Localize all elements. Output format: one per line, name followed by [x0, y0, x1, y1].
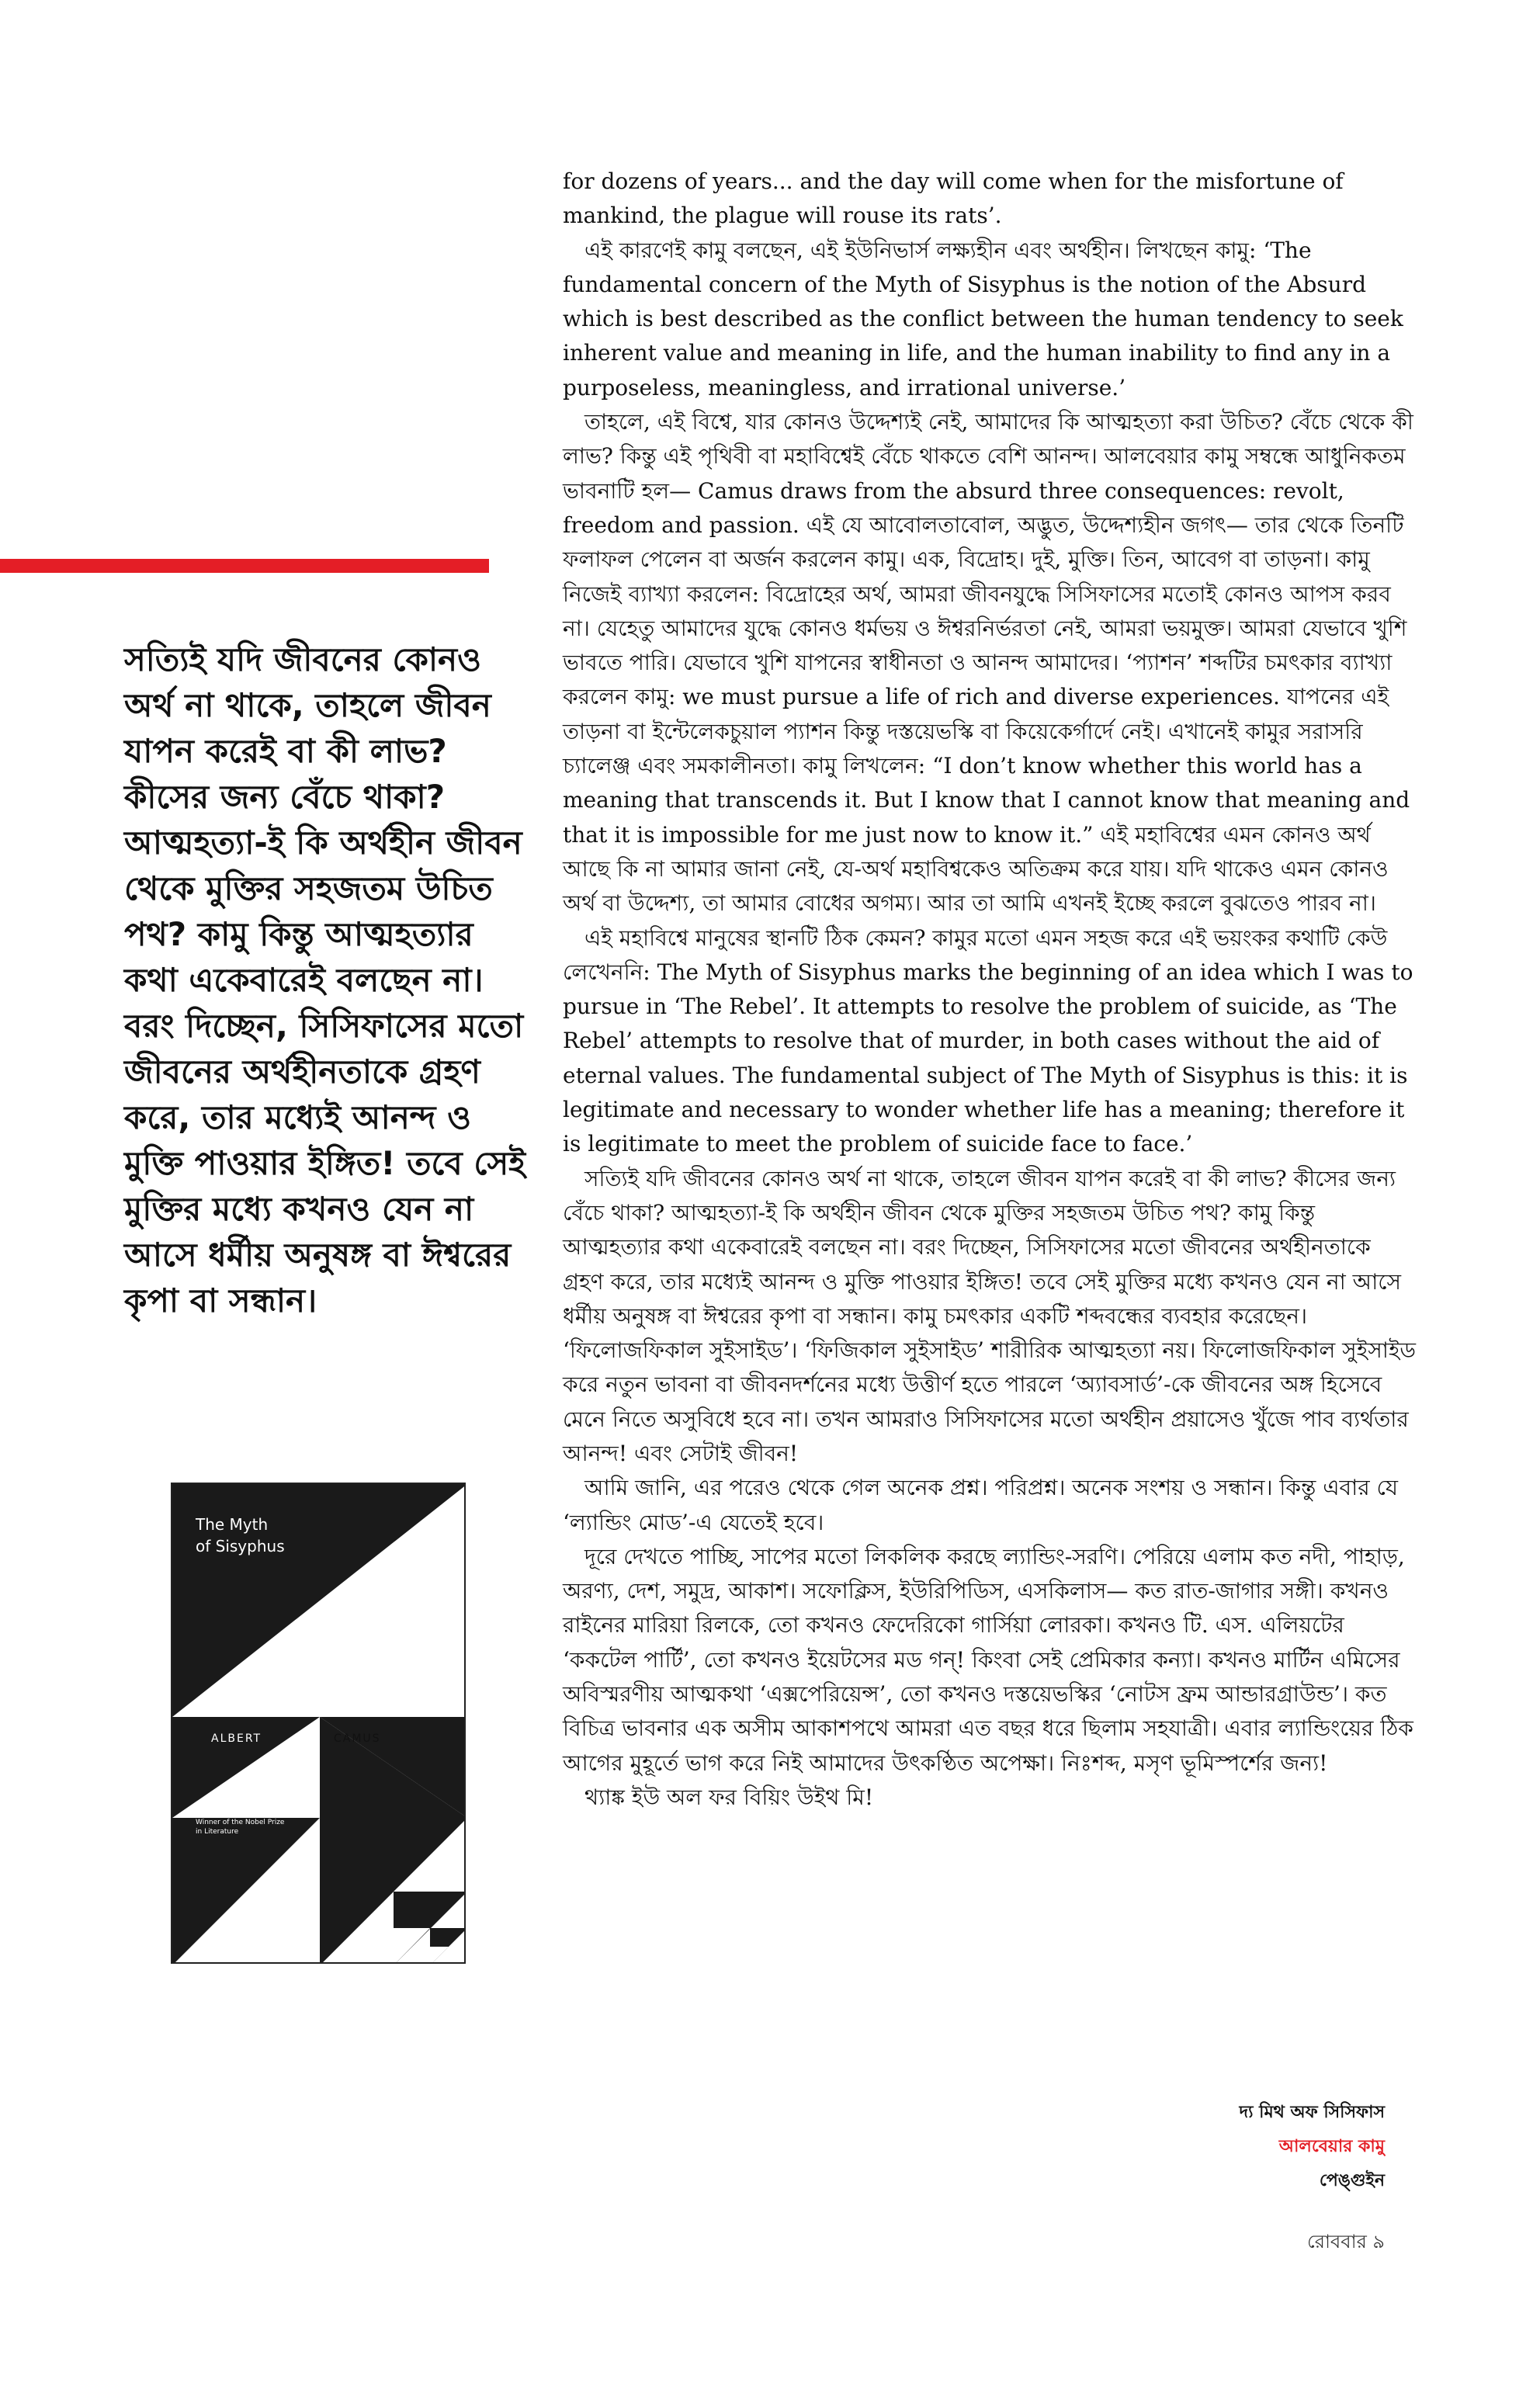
cover-title: The Myth of Sisyphus [196, 1515, 285, 1555]
body-paragraph: থ্যাঙ্ক ইউ অল ফর বিয়িং উইথ মি! [584, 1784, 874, 1810]
book-cover-image [171, 1483, 466, 1964]
body-paragraph: তাহলে, এই বিশ্বে, যার কোনও উদ্দেশ্যই নেই, আমাদের কি আত্মহত্যা করা উচিত? বেঁচে থেকে কী লাভ? কিন্তু এই পৃথিবী বা মহাবিশ্বেই বেঁচে থাকতে বেশি আনন্দ। আলবেয়ার কামু সম্বন্ধে আধুনিকতম ভাবনাটি হল— Camus draws from the absurd three consequences: revolt, freedom and passion. এই যে আবোলতাবোল, অদ্ভুত, উদ্দেশ্যহীন জগৎ— তার থেকে তিনটি ফলাফল পেলেন বা অর্জন করলেন কামু। এক, বিদ্রোহ। দুই, মুক্তি। তিন, আবেগ বা তাড়না। কামু নিজেই ব্যাখ্যা করলেন: বিদ্রোহের অর্থ, আমরা জীবনযুদ্ধে সিসিফাসের মতোই কোনও আপস করব না। যেহেতু আমাদের যুদ্ধে কোনও ধর্মভয় ও ঈশ্বরনির্ভরতা নেই, আমরা ভয়মুক্ত। আমরা যেভাবে খুশি ভাবতে পারি। যেভাবে খুশি যাপনের স্বাধীনতা ও আনন্দ আমাদের। ‘প্যাশন’ শব্দটির চমৎকার ব্যাখ্যা করলেন কামু: we must pursue a life of rich and diverse experiences. যাপনের এই তাড়না বা ইন্টেলেকচুয়াল প্যাশন কিন্তু দস্তয়েভস্কি বা কিয়েকের্গার্দে নেই। এখানেই কামুর সরাসরি চ্যালেঞ্জ এবং সমকালীনতা। কামু লিখলেন: “I don’t know whether this world has a meaning that transcends it. But I know that I cannot know that meaning and that it is impossible for me just now to know it.” এই মহাবিশ্বের এমন কোনও অর্থ আছে কি না আমার জানা নেই, যে-অর্থ মহাবিশ্বকেও অতিক্রম করে যায়। যদি থাকেও এমন কোনও অর্থ বা উদ্দেশ্য, তা আমার বোধের অগম্য। আর তা আমি এখনই ইচ্ছে করলে বুঝতেও পারব না। [563, 409, 1413, 917]
pull-quote: সত্যিই যদি জীবনের কোনও অর্থ না থাকে, তাহলে জীবন যাপন করেই বা কী লাভ? কীসের জন্য বেঁচে থাকা? আত্মহত্যা-ই কি অর্থহীন জীবন থেকে মুক্তির সহজতম উচিত পথ? কামু কিন্তু আত্মহত্যার কথা একেবারেই বলছেন না। বরং দিচ্ছেন, সিসিফাসের মতো জীবনের অর্থহীনতাকে গ্রহণ করে, তার মধ্যেই আনন্দ ও মুক্তি পাওয়ার ইঙ্গিত! তবে সেই মুক্তির মধ্যে কখনও যেন না আসে ধর্মীয় অনুষঙ্গ বা ঈশ্বরের কৃপা বা সন্ধান। [124, 640, 526, 1320]
body-paragraph: এই কারণেই কামু বলছেন, এই ইউনিভার্স লক্ষ্যহীন এবং অর্থহীন। লিখছেন কামু: ‘The fundamental concern of the Myth of Sisyphus is the notion of the Absurd which is best described as the conflict between the human tendency to seek inherent value and meaning in life, and the human inability to find any in a purposeless, meaningless, and irrational universe.’ [563, 237, 1403, 401]
page-folio: রোববার ৯ [1307, 2231, 1385, 2253]
cover-author-first-name: ALBERT [211, 1732, 262, 1745]
body-paragraph: দূরে দেখতে পাচ্ছি, সাপের মতো লিকলিক করছে ল্যান্ডিং-সরণি। পেরিয়ে এলাম কত নদী, পাহাড়, অরণ্য, দেশ, সমুদ্র, আকাশ। সফোক্লিস, ইউরিপিডিস, এসকিলাস— কত রাত-জাগার সঙ্গী। কখনও রাইনের মারিয়া রিলকে, তো কখনও ফেদেরিকো গার্সিয়া লোরকা। কখনও টি. এস. এলিয়টের ‘ককটেল পার্টি’, তো কখনও ইয়েটসের মড গন্! কিংবা সেই প্রেমিকার কন্যা। কখনও মার্টিন এমিসের অবিস্মরণীয় আত্মকথা ‘এক্সপেরিয়েন্স’, তো কখনও দস্তয়েভস্কির ‘নোটস ফ্রম আন্ডারগ্রাউন্ড’। কত বিচিত্র ভাবনার এক অসীম আকাশপথে আমরা এত বছর ধরে ছিলাম সহযাত্রী। এবার ল্যান্ডিংয়ের ঠিক আগের মুহূর্তে ভাগ করে নিই আমাদের উৎকণ্ঠিত অপেক্ষা। নিঃশব্দ, মসৃণ ভূমিস্পর্শের জন্য! [563, 1543, 1413, 1776]
credit-author: আলবেয়ার কামু [1278, 2137, 1385, 2156]
body-paragraph: for dozens of years... and the day will come when for the misfortune of mankind, the plague will rouse its rats’. [563, 168, 1344, 229]
cover-tagline: Winner of the Nobel Prize in Literature [196, 1819, 285, 1836]
body-paragraph: এই মহাবিশ্বে মানুষের স্থানটি ঠিক কেমন? কামুর মতো এমন সহজ করে এই ভয়ংকর কথাটি কেউ লেখেননি: The Myth of Sisyphus marks the beginning of an idea which I was to pursue in ‘The Rebel’. It attempts to resolve the problem of suicide, as ‘The Rebel’ attempts to resolve that of murder, in both cases without the aid of eternal values. The fundamental subject of The Myth of Sisyphus is this: it is legitimate and necessary to wonder whether life has a meaning; therefore it is legitimate to meet the problem of suicide face to face.’ [563, 924, 1413, 1157]
body-paragraph: আমি জানি, এর পরেও থেকে গেল অনেক প্রশ্ন। পরিপ্রশ্ন। অনেক সংশয় ও সন্ধান। কিন্তু এবার যে ‘ল্যান্ডিং মোড’-এ যেতেই হবে। [563, 1475, 1399, 1535]
article-body [563, 165, 1417, 1815]
book-credits [1240, 2096, 1385, 2198]
credit-book-title: দ্য মিথ অফ সিসিফাস [1239, 2103, 1385, 2122]
cover-author-last-name: CAMUS [334, 1732, 381, 1745]
red-divider-bar [0, 559, 489, 573]
body-paragraph: সত্যিই যদি জীবনের কোনও অর্থ না থাকে, তাহলে জীবন যাপন করেই বা কী লাভ? কীসের জন্য বেঁচে থাকা? আত্মহত্যা-ই কি অর্থহীন জীবন থেকে মুক্তির সহজতম উচিত পথ? কামু কিন্তু আত্মহত্যার কথা একেবারেই বলছেন না। বরং দিচ্ছেন, সিসিফাসের মতো জীবনের অর্থহীনতাকে গ্রহণ করে, তার মধ্যেই আনন্দ ও মুক্তি পাওয়ার ইঙ্গিত! তবে সেই মুক্তির মধ্যে কখনও যেন না আসে ধর্মীয় অনুষঙ্গ বা ঈশ্বরের কৃপা বা সন্ধান। কামু চমৎকার একটি শব্দবন্ধের ব্যবহার করেছেন। ‘ফিলোজফিকাল সুইসাইড’। ‘ফিজিকাল সুইসাইড’ শারীরিক আত্মহত্যা নয়। ফিলোজফিকাল সুইসাইড করে নতুন ভাবনা বা জীবনদর্শনের মধ্যে উত্তীর্ণ হতে পারলে ‘অ্যাবসার্ড’-কে জীবনের অঙ্গ হিসেবে মেনে নিতে অসুবিধে হবে না। তখন আমরাও সিসিফাসের মতো অর্থহীন প্রয়াসেও খুঁজে পাব ব্যর্থতার আনন্দ! এবং সেটাই জীবন! [563, 1165, 1416, 1466]
credit-publisher: পেঙ্গুইন [1319, 2171, 1385, 2190]
